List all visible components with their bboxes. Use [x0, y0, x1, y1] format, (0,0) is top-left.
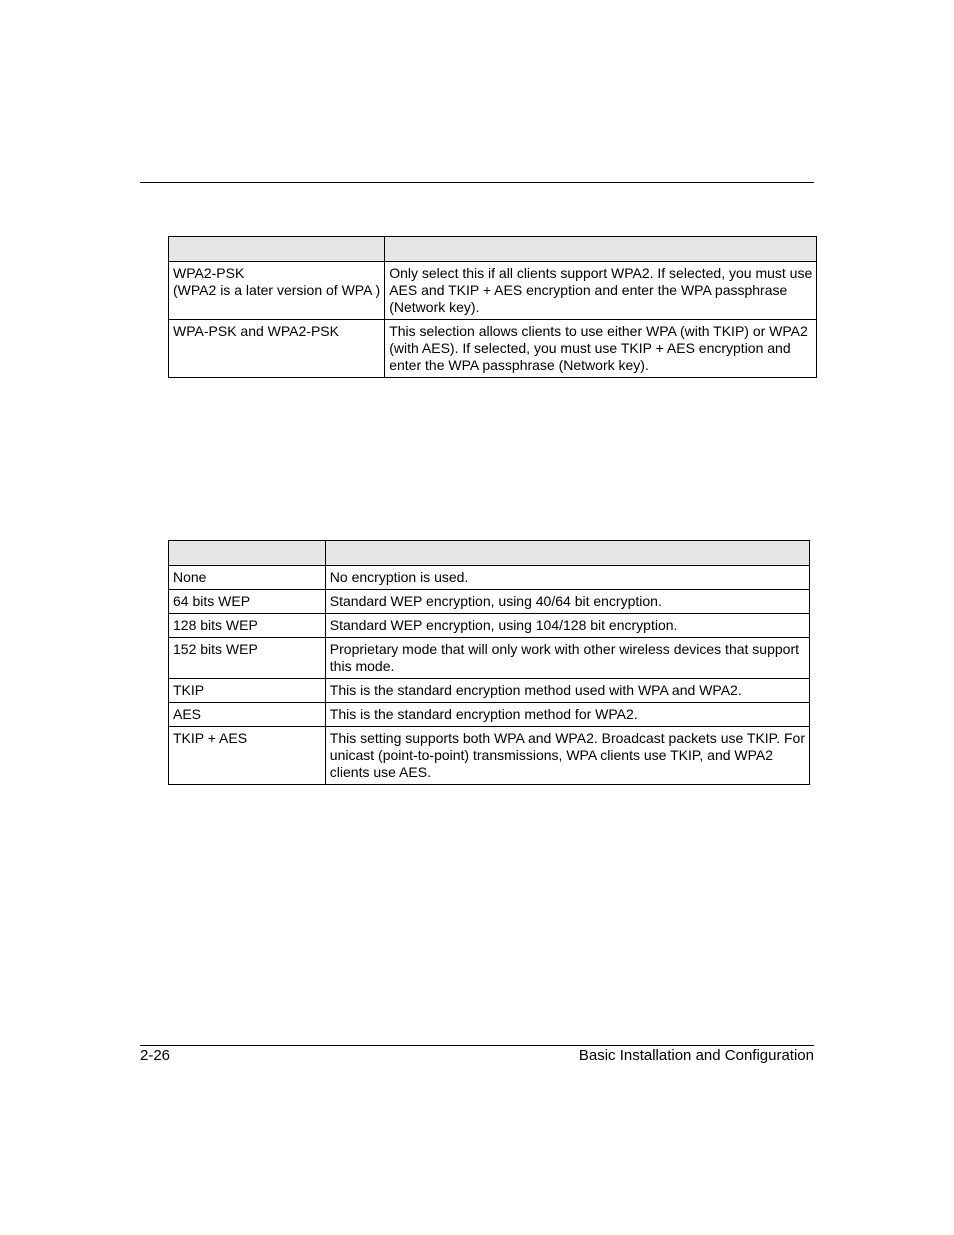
footer-rule	[140, 1045, 814, 1046]
table-header-row	[169, 541, 810, 566]
option-cell: TKIP	[169, 679, 326, 703]
description-text: clients use AES.	[329, 764, 431, 780]
table-header-row	[169, 237, 817, 262]
table-row	[169, 703, 810, 727]
table-row	[169, 566, 810, 590]
security-options-table	[168, 236, 817, 378]
description-text: enter the WPA passphrase (Network key).	[389, 357, 649, 373]
table-row	[169, 727, 810, 785]
table-row	[169, 590, 810, 614]
table-header-cell-option	[169, 237, 385, 262]
description-cell	[385, 320, 817, 378]
header-rule	[140, 182, 814, 183]
description-cell	[385, 262, 817, 320]
description-text: This is the standard encryption method for WPA2.	[329, 706, 638, 722]
description-text: Only select this if all clients support WPA2. If selected, you must use	[389, 265, 813, 281]
description-text: Standard WEP encryption, using 40/64 bit encryption.	[329, 593, 662, 609]
option-cell: AES	[169, 703, 326, 727]
option-note: (WPA2 is a later version of WPA )	[173, 282, 381, 298]
table-header-cell-option	[169, 541, 326, 566]
description-text: unicast (point-to-point) transmissions, WPA clients use TKIP, and WPA2	[329, 747, 774, 763]
description-text: This is the standard encryption method used with WPA and WPA2.	[329, 682, 742, 698]
option-cell	[169, 262, 385, 320]
option-cell	[169, 320, 385, 378]
table-header-cell-description	[385, 237, 817, 262]
table-row	[169, 614, 810, 638]
description-cell	[325, 703, 809, 727]
table-header-cell-description	[325, 541, 809, 566]
table-row	[169, 638, 810, 679]
encryption-table	[168, 540, 810, 785]
option-cell: 152 bits WEP	[169, 638, 326, 679]
option-cell: 128 bits WEP	[169, 614, 326, 638]
description-text: (Network key).	[389, 299, 480, 315]
option-text: WPA-PSK and WPA2-PSK	[173, 323, 339, 339]
description-cell	[325, 590, 809, 614]
page-number: 2-26	[140, 1047, 171, 1064]
description-text: This selection allows clients to use either WPA (with TKIP) or WPA2	[389, 323, 808, 339]
description-text: AES and TKIP + AES encryption and enter the WPA passphrase	[389, 282, 788, 298]
table-row	[169, 262, 817, 320]
chapter-title: Basic Installation and Configuration	[578, 1047, 814, 1064]
description-cell	[325, 614, 809, 638]
option-cell: None	[169, 566, 326, 590]
description-text: Standard WEP encryption, using 104/128 bit encryption.	[329, 617, 678, 633]
description-text: This setting supports both WPA and WPA2. Broadcast packets use TKIP. For	[329, 730, 805, 746]
description-cell	[325, 566, 809, 590]
description-text: No encryption is used.	[329, 569, 469, 585]
description-text: this mode.	[329, 658, 395, 674]
table-row	[169, 320, 817, 378]
description-cell	[325, 679, 809, 703]
description-text: Proprietary mode that will only work with other wireless devices that support	[329, 641, 799, 657]
option-text: WPA2-PSK	[173, 265, 245, 281]
option-cell: 64 bits WEP	[169, 590, 326, 614]
description-cell	[325, 638, 809, 679]
option-cell: TKIP + AES	[169, 727, 326, 785]
description-cell	[325, 727, 809, 785]
table-row	[169, 679, 810, 703]
description-text: (with AES). If selected, you must use TKIP + AES encryption and	[389, 340, 791, 356]
